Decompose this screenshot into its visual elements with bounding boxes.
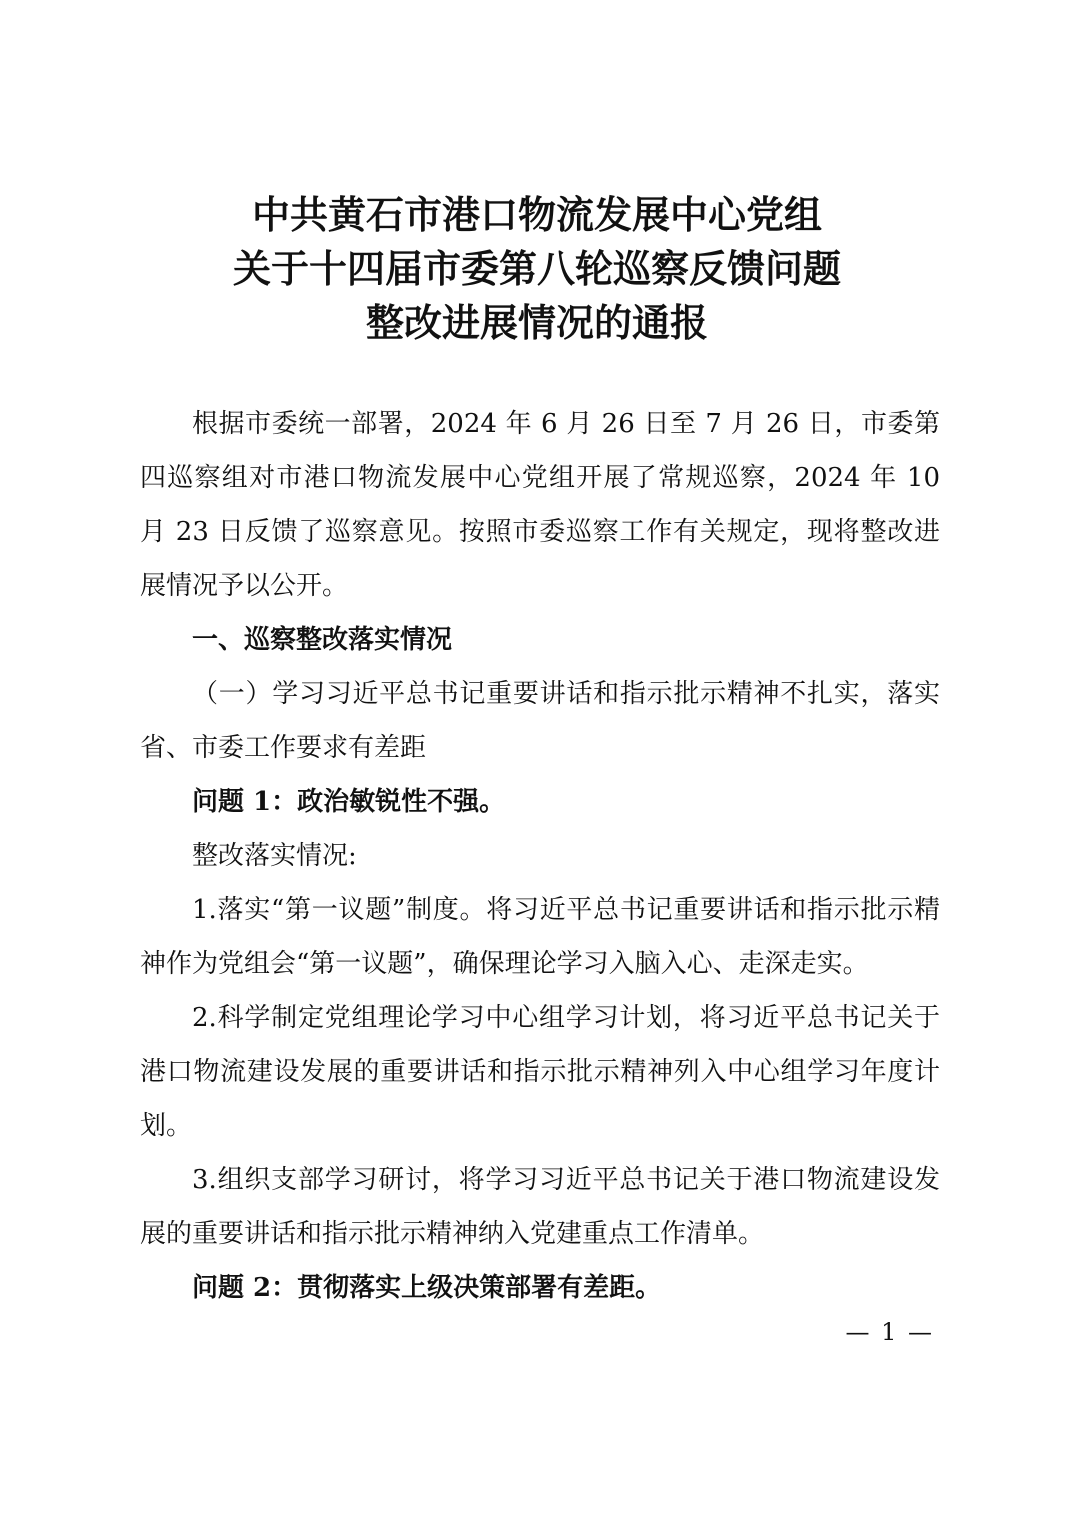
document-body [140, 397, 940, 1315]
rectification-item-1: 1.落实“第一议题”制度。将习近平总书记重要讲话和指示批示精神作为党组会“第一议题”，确保理论学习入脑入心、走深走实。 [140, 895, 940, 979]
section-heading-1: 一、巡察整改落实情况 [192, 625, 453, 655]
rectification-label: 整改落实情况: [192, 841, 357, 871]
page-number: — 1 — [845, 1318, 934, 1346]
rectification-item-2: 2.科学制定党组理论学习中心组学习计划，将习近平总书记关于港口物流建设发展的重要讲话和指示批示精神列入中心组学习年度计划。 [140, 1003, 940, 1141]
title-line-2: 关于十四届市委第八轮巡察反馈问题 [232, 246, 841, 291]
document-title [140, 188, 934, 350]
intro-paragraph: 根据市委统一部署，2024 年 6 月 26 日至 7 月 26 日，市委第四巡察组对市港口物流发展中心党组开展了常规巡察，2024 年 10 月 23 日反馈了巡察意见。按照市委巡察工作有关规定，现将整改进展情况予以公开。 [140, 409, 940, 601]
issue-1-heading: 问题 1：政治敏锐性不强。 [192, 787, 506, 817]
rectification-item-3: 3.组织支部学习研讨，将学习习近平总书记关于港口物流建设发展的重要讲话和指示批示精神纳入党建重点工作清单。 [140, 1165, 940, 1249]
title-line-3: 整改进展情况的通报 [365, 300, 708, 345]
issue-2-heading: 问题 2：贯彻落实上级决策部署有差距。 [192, 1273, 662, 1303]
title-line-1: 中共黄石市港口物流发展中心党组 [251, 192, 822, 237]
subsection-heading-1: （一）学习习近平总书记重要讲话和指示批示精神不扎实，落实省、市委工作要求有差距 [140, 679, 940, 763]
